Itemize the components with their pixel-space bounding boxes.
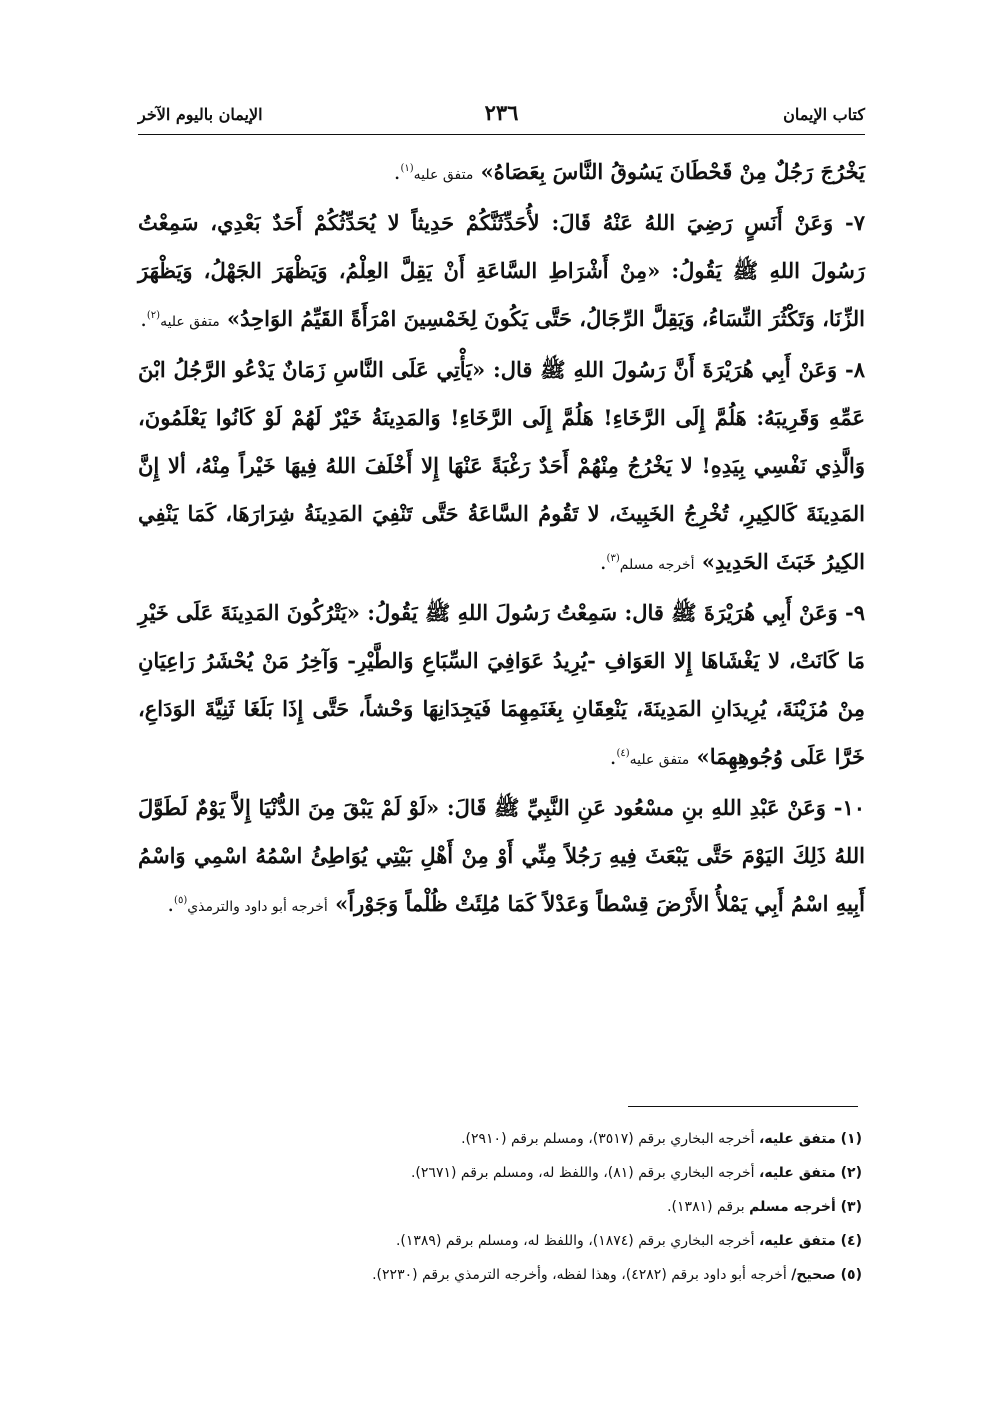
footnote-text: برقم (١٣٨١). — [667, 1199, 750, 1215]
footnote-ref[interactable]: (٥) — [174, 895, 188, 906]
paragraph-text: ٨- وَعَنْ أَبِي هُرَيْرَةَ أَنَّ رَسُولَ اللهِ ﷺ قال: «يَأْتِي عَلَى النَّاسِ زَمَانٌ يَدْعُو الرَّجُلُ ابْنَ عَمِّهِ وَقَرِيبَهُ: هَلُمَّ إِلَى الرَّخَاءِ! هَلُمَّ إِلَى الرَّخَاءِ! وَالمَدِينَةُ خَيْرٌ لَهُمْ لَوْ كَانُوا يَعْلَمُونَ، وَالَّذِي نَفْسِي بِيَدِهِ! لا يَخْرُجُ مِنْهُمْ أَحَدٌ رَغْبَةً عَنْهَا إِلا أَخْلَفَ اللهُ فِيهَا خَيْراً مِنْهُ، ألا إِنَّ المَدِينَةَ كَالكِيرِ، تُخْرِجُ الخَبِيثَ، لا تَقُومُ السَّاعَةُ حَتَّى تَنْفِيَ المَدِينَةُ شِرَارَهَا، كَمَا يَنْفِي الكِيرُ خَبَثَ الحَدِيدِ» — [138, 357, 865, 574]
footnote-ref[interactable]: (١) — [400, 163, 414, 174]
hadith-source: متفق عليه — [629, 752, 690, 768]
hadith-source: متفق عليه — [413, 167, 474, 183]
footnote-5 — [138, 1258, 862, 1292]
footnote-lead: (٣) أخرجه مسلم — [749, 1199, 862, 1215]
header-rule — [138, 134, 865, 135]
paragraph-text: ٧- وَعَنْ أَنَسٍ رَضِيَ اللهُ عَنْهُ قَالَ: لأُحَدِّثَنَّكُمْ حَدِيثاً لا يُحَدِّثُكُمْ أَحَدٌ بَعْدِي، سَمِعْتُ رَسُولَ اللهِ ﷺ يَقُولُ: «مِنْ أَشْرَاطِ السَّاعَةِ أَنْ يَقِلَّ العِلْمُ، وَيَظْهَرَ الجَهْلُ، وَيَظْهَرَ الزِّنَا، وَتَكْثُرَ النِّسَاءُ، وَيَقِلَّ الرِّجَالُ، حَتَّى يَكُونَ لِخَمْسِينَ امْرَأَةً القَيِّمُ الوَاحِدُ» — [138, 210, 865, 331]
paragraph-text: ١٠- وَعَنْ عَبْدِ اللهِ بنِ مسْعُود عَنِ النَّبِيِّ ﷺ قَالَ: «لَوْ لَمْ يَبْقَ مِنَ الدُّنْيَا إِلاَّ يَوْمٌ لَطَوَّلَ اللهُ ذَلِكَ اليَوْمَ حَتَّى يَبْعَثَ فِيهِ رَجُلاً مِنِّي أَوْ مِنْ أَهْلِ بَيْتِي يُوَاطِئُ اسْمُهُ اسْمِي وَاسْمُ أَبِيهِ اسْمُ أَبِي يَمْلأُ الأَرْضَ قِسْطاً وَعَدْلاً كَمَا مُلِئَتْ ظُلْماً وَجَوْراً» — [138, 795, 865, 916]
footnote-lead: (٥) صحيح/ — [791, 1267, 862, 1283]
footnote-ref[interactable]: (٢) — [146, 310, 161, 321]
footnote-ref[interactable]: (٤) — [616, 748, 630, 759]
footnote-4 — [138, 1224, 862, 1258]
book-title: كتاب الإيمان — [783, 105, 865, 124]
hadith-7: ٧- وَعَنْ أَنَسٍ رَضِيَ اللهُ عَنْهُ قَالَ: لأُحَدِّثَنَّكُمْ حَدِيثاً لا يُحَدِّثُكُمْ أَحَدٌ بَعْدِي، سَمِعْتُ رَسُولَ اللهِ ﷺ يَقُولُ: «مِنْ أَشْرَاطِ السَّاعَةِ أَنْ يَقِلَّ العِلْمُ، وَيَظْهَرَ الجَهْلُ، وَيَظْهَرَ الزِّنَا، وَتَكْثُرَ النِّسَاءُ، وَيَقِلَّ الرِّجَالُ، حَتَّى يَكُونَ لِخَمْسِينَ امْرَأَةً القَيِّمُ الوَاحِدُ» متفق عليه$^{(٢)}$. — [138, 210, 865, 331]
hadith-10: ١٠- وَعَنْ عَبْدِ اللهِ بنِ مسْعُود عَنِ النَّبِيِّ ﷺ قَالَ: «لَوْ لَمْ يَبْقَ مِنَ الدُّنْيَا إِلاَّ يَوْمٌ لَطَوَّلَ اللهُ ذَلِكَ اليَوْمَ حَتَّى يَبْعَثَ فِيهِ رَجُلاً مِنِّي أَوْ مِنْ أَهْلِ بَيْتِي يُوَاطِئُ اسْمُهُ اسْمِي وَاسْمُ أَبِيهِ اسْمُ أَبِي يَمْلأُ الأَرْضَ قِسْطاً وَعَدْلاً كَمَا مُلِئَتْ ظُلْماً وَجَوْراً» أخرجه أبو داود والترمذي$^{(٥)}$. — [138, 795, 865, 916]
page-header — [138, 100, 865, 132]
footnote-lead: (٢) متفق عليه، — [759, 1165, 862, 1181]
paragraph-text: ٩- وَعَنْ أَبِي هُرَيْرَةَ ﷺ قال: سَمِعْتُ رَسُولَ اللهِ ﷺ يَقُولُ: «يَتْرُكُونَ المَدِينَةَ عَلَى خَيْرِ مَا كَانَتْ، لا يَغْشَاهَا إِلا العَوَافِ -يُرِيدُ عَوَافِيَ السِّبَاعِ وَالطَّيْرِ- وَآخِرُ مَنْ يُحْشَرُ رَاعِيَانِ مِنْ مُزَيْنَةَ، يُرِيدَانِ المَدِينَةَ، يَنْعِقَانِ بِغَنَمِهِمَا فَيَجِدَانِهَا وَحْشاً، حَتَّى إِذَا بَلَغَا ثَنِيَّةَ الوَدَاعِ، خَرَّا عَلَى وُجُوهِهِمَا» — [138, 600, 865, 769]
footnote-ref[interactable]: (٣) — [606, 553, 620, 564]
footnote-text: أخرجه البخاري برقم (٨١)، واللفظ له، ومسلم برقم (٢٦٧١). — [410, 1165, 760, 1181]
footnote-text: أخرجه أبو داود برقم (٤٢٨٢)، وهذا لفظه، وأخرجه الترمذي برقم (٢٢٣٠). — [372, 1267, 792, 1283]
footnote-lead: (١) متفق عليه، — [759, 1131, 862, 1147]
hadith-source: أخرجه أبو داود والترمذي — [187, 899, 328, 915]
footnote-2 — [138, 1156, 862, 1190]
footnote-3 — [138, 1190, 862, 1224]
paragraph-continuation: يَخْرُجَ رَجُلٌ مِنْ قَحْطَانَ يَسُوقُ النَّاسَ بِعَصَاهُ» متفق عليه$^{(١)}$. — [393, 159, 865, 184]
footnote-lead: (٤) متفق عليه، — [759, 1233, 862, 1249]
footnotes — [138, 1122, 862, 1292]
hadith-9: ٩- وَعَنْ أَبِي هُرَيْرَةَ ﷺ قال: سَمِعْتُ رَسُولَ اللهِ ﷺ يَقُولُ: «يَتْرُكُونَ المَدِينَةَ عَلَى خَيْرِ مَا كَانَتْ، لا يَغْشَاهَا إِلا العَوَافِ -يُرِيدُ عَوَافِيَ السِّبَاعِ وَالطَّيْرِ- وَآخِرُ مَنْ يُحْشَرُ رَاعِيَانِ مِنْ مُزَيْنَةَ، يُرِيدَانِ المَدِينَةَ، يَنْعِقَانِ بِغَنَمِهِمَا فَيَجِدَانِهَا وَحْشاً، حَتَّى إِذَا بَلَغَا ثَنِيَّةَ الوَدَاعِ، خَرَّا عَلَى وُجُوهِهِمَا» متفق عليه$^{(٤)}$. — [138, 600, 865, 769]
footnote-text: أخرجه البخاري برقم (٣٥١٧)، ومسلم برقم (٢٩١٠). — [461, 1131, 760, 1147]
hadith-source: متفق عليه — [160, 314, 220, 330]
hadith-source: أخرجه مسلم — [619, 557, 695, 573]
footnote-separator — [628, 1106, 858, 1107]
paragraph-text: يَخْرُجَ رَجُلٌ مِنْ قَحْطَانَ يَسُوقُ النَّاسَ بِعَصَاهُ» — [480, 159, 865, 184]
chapter-title: الإيمان باليوم الآخر — [138, 105, 263, 124]
footnote-text: أخرجه البخاري برقم (١٨٧٤)، واللفظ له، ومسلم برقم (١٣٨٩). — [395, 1233, 760, 1249]
hadith-8: ٨- وَعَنْ أَبِي هُرَيْرَةَ أَنَّ رَسُولَ اللهِ ﷺ قال: «يَأْتِي عَلَى النَّاسِ زَمَانٌ يَدْعُو الرَّجُلُ ابْنَ عَمِّهِ وَقَرِيبَهُ: هَلُمَّ إِلَى الرَّخَاءِ! هَلُمَّ إِلَى الرَّخَاءِ! وَالمَدِينَةُ خَيْرٌ لَهُمْ لَوْ كَانُوا يَعْلَمُونَ، وَالَّذِي نَفْسِي بِيَدِهِ! لا يَخْرُجُ مِنْهُمْ أَحَدٌ رَغْبَةً عَنْهَا إِلا أَخْلَفَ اللهُ فِيهَا خَيْراً مِنْهُ، ألا إِنَّ المَدِينَةَ كَالكِيرِ، تُخْرِجُ الخَبِيثَ، لا تَقُومُ السَّاعَةُ حَتَّى تَنْفِيَ المَدِينَةُ شِرَارَهَا، كَمَا يَنْفِي الكِيرُ خَبَثَ الحَدِيدِ» أخرجه مسلم$^{(٣)}$. — [138, 357, 865, 574]
main-text — [138, 148, 865, 931]
footnote-1 — [138, 1122, 862, 1156]
page-number: ٢٣٦ — [484, 100, 519, 125]
